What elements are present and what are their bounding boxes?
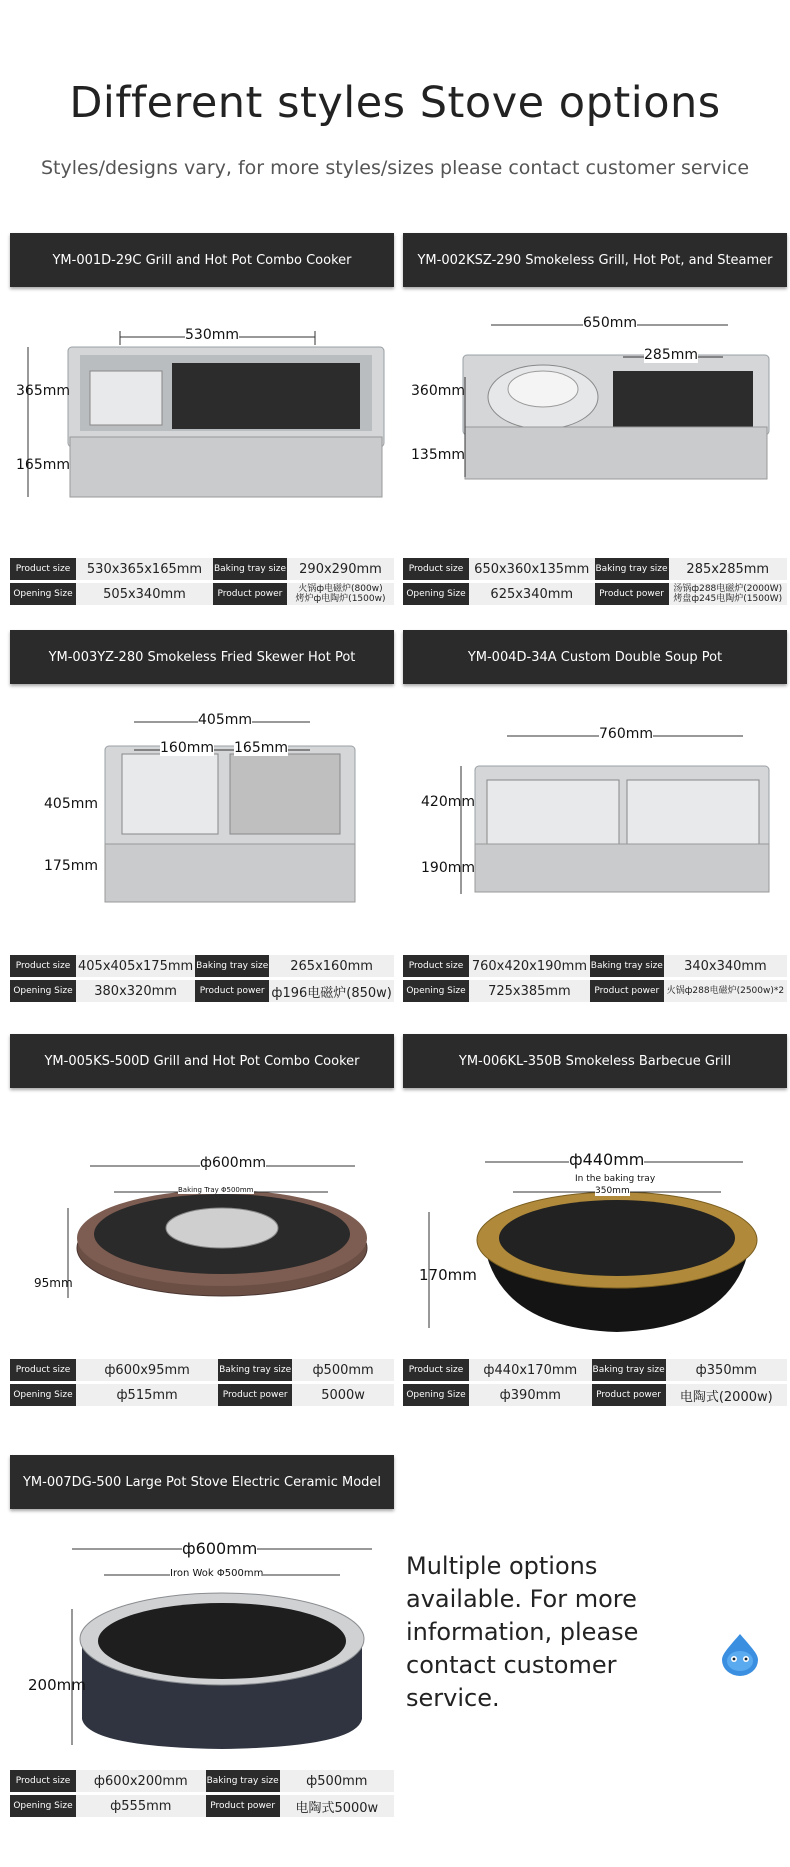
value-product-size: 405x405x175mm [76,955,195,977]
dim-height: 135mm [411,447,465,463]
product-image [403,684,787,952]
page-title: Different styles Stove options [69,78,721,128]
value-product-size: 650x360x135mm [469,558,595,580]
power-line-2: 烤盘ф245电陶炉(1500W) [673,594,783,604]
dim-tray: 350mm [595,1186,630,1196]
spec-table [403,1356,787,1409]
value-product-size: 530x365x165mm [76,558,213,580]
dim-width: 530mm [185,327,239,343]
label-product-size: Product size [403,1359,469,1381]
product-image [10,1088,394,1356]
value-opening-size: ф555mm [76,1795,206,1817]
power-line-1: 汤锅ф288电磁炉(2000W) [673,584,783,594]
label-product-power: Product power [590,980,664,1002]
value-product-power: 电陶式5000w [280,1795,394,1817]
value-opening-size: 380x320mm [76,980,195,1002]
dim-height: 190mm [421,860,475,876]
value-opening-size: 625x340mm [469,583,595,605]
label-opening-size: Opening Size [10,1795,76,1817]
dim-width: 760mm [599,726,653,742]
dim-tray: 285mm [644,347,698,363]
dim-baking-tray: Baking Tray Φ500mm [178,1186,254,1194]
dim-right-tray: 165mm [234,740,288,756]
value-opening-size: ф515mm [76,1384,218,1406]
spec-table [403,952,787,1005]
product-image [10,287,394,555]
product-image [10,684,394,952]
product-card-ym-004d [403,630,787,1005]
page-subtitle: Styles/designs vary, for more styles/sizes please contact customer service [40,157,750,179]
spec-table [403,555,787,608]
label-product-power: Product power [195,980,269,1002]
label-baking-tray-size: Baking tray size [595,558,669,580]
label-baking-tray-size: Baking tray size [206,1770,280,1792]
value-product-power: 5000w [292,1384,394,1406]
value-baking-tray-size: ф500mm [280,1770,394,1792]
stove-illustration [403,1088,787,1356]
label-baking-tray-size: Baking tray size [213,558,287,580]
value-product-power: ф196电磁炉(850w) [269,980,394,1002]
label-product-size: Product size [10,1770,76,1792]
label-opening-size: Opening Size [403,1384,469,1406]
label-opening-size: Opening Size [10,1384,76,1406]
label-opening-size: Opening Size [10,583,76,605]
dim-left-tray: 160mm [160,740,214,756]
dim-depth: 420mm [421,794,475,810]
dim-height: 170mm [419,1266,477,1284]
product-title: YM-001D-29C Grill and Hot Pot Combo Cooker [10,233,394,287]
label-product-power: Product power [218,1384,292,1406]
dim-height: 165mm [16,457,70,473]
value-product-size: 760x420x190mm [469,955,590,977]
label-baking-tray-size: Baking tray size [195,955,269,977]
dim-diameter: ф600mm [200,1155,266,1171]
stove-illustration [403,684,787,952]
value-product-power [669,583,787,605]
label-product-size: Product size [403,558,469,580]
value-product-power: 电陶式(2000w) [666,1384,787,1406]
product-card-ym-005ks [10,1034,394,1409]
value-baking-tray-size: 340x340mm [664,955,787,977]
product-card-ym-007dg [10,1455,394,1820]
product-title: YM-007DG-500 Large Pot Stove Electric Ceramic Model [10,1455,394,1509]
value-baking-tray-size: ф350mm [666,1359,787,1381]
spec-table [10,555,394,608]
value-opening-size: 505x340mm [76,583,213,605]
dim-depth: 365mm [16,383,70,399]
chat-bot-icon[interactable] [716,1630,764,1682]
product-card-ym-001d [10,233,394,608]
spec-table [10,1356,394,1409]
label-product-power: Product power [592,1384,666,1406]
value-opening-size: 725x385mm [469,980,590,1002]
product-card-ym-006kl [403,1034,787,1409]
power-line-1: 火锅ф电磁炉(800w) [298,584,383,594]
label-product-size: Product size [10,1359,76,1381]
dim-depth: 405mm [44,796,98,812]
value-product-size: ф600x200mm [76,1770,206,1792]
label-product-power: Product power [213,583,287,605]
product-image [403,287,787,555]
contact-message: Multiple options available. For more information, please contact customer service. [406,1552,639,1712]
dim-iron-wok: Iron Wok Φ500mm [170,1568,264,1579]
label-product-size: Product size [403,955,469,977]
label-baking-tray-size: Baking tray size [218,1359,292,1381]
value-baking-tray-size: 265x160mm [269,955,394,977]
dim-width: 650mm [583,315,637,331]
value-opening-size: ф390mm [469,1384,592,1406]
value-product-power [287,583,394,605]
product-card-ym-003yz [10,630,394,1005]
label-opening-size: Opening Size [10,980,76,1002]
dim-diameter: ф600mm [182,1539,258,1558]
product-title: YM-005KS-500D Grill and Hot Pot Combo Cooker [10,1034,394,1088]
product-title: YM-006KL-350B Smokeless Barbecue Grill [403,1034,787,1088]
stove-illustration [10,1088,394,1356]
dim-height: 95mm [34,1276,73,1290]
value-product-size: ф440x170mm [469,1359,592,1381]
product-image [10,1509,394,1767]
label-baking-tray-size: Baking tray size [592,1359,666,1381]
dim-tray-caption: In the baking tray [575,1174,656,1184]
label-opening-size: Opening Size [403,583,469,605]
label-product-size: Product size [10,955,76,977]
product-image [403,1088,787,1356]
value-baking-tray-size: 290x290mm [287,558,394,580]
dim-height: 200mm [28,1676,86,1694]
product-title: YM-002KSZ-290 Smokeless Grill, Hot Pot, and Steamer [403,233,787,287]
product-card-ym-002ksz [403,233,787,608]
dim-depth: 360mm [411,383,465,399]
spec-table [10,952,394,1005]
label-product-power: Product power [595,583,669,605]
label-baking-tray-size: Baking tray size [590,955,664,977]
spec-table [10,1767,394,1820]
label-product-power: Product power [206,1795,280,1817]
power-line-2: 烤炉ф电陶炉(1500w) [295,594,386,604]
product-title: YM-003YZ-280 Smokeless Fried Skewer Hot Pot [10,630,394,684]
label-opening-size: Opening Size [403,980,469,1002]
value-product-power: 火锅ф288电磁炉(2500w)*2 [664,980,787,1002]
product-title: YM-004D-34A Custom Double Soup Pot [403,630,787,684]
dim-diameter: ф440mm [569,1150,645,1169]
dim-height: 175mm [44,858,98,874]
value-baking-tray-size: ф500mm [292,1359,394,1381]
dim-width: 405mm [198,712,252,728]
label-product-size: Product size [10,558,76,580]
value-product-size: ф600x95mm [76,1359,218,1381]
value-baking-tray-size: 285x285mm [669,558,787,580]
